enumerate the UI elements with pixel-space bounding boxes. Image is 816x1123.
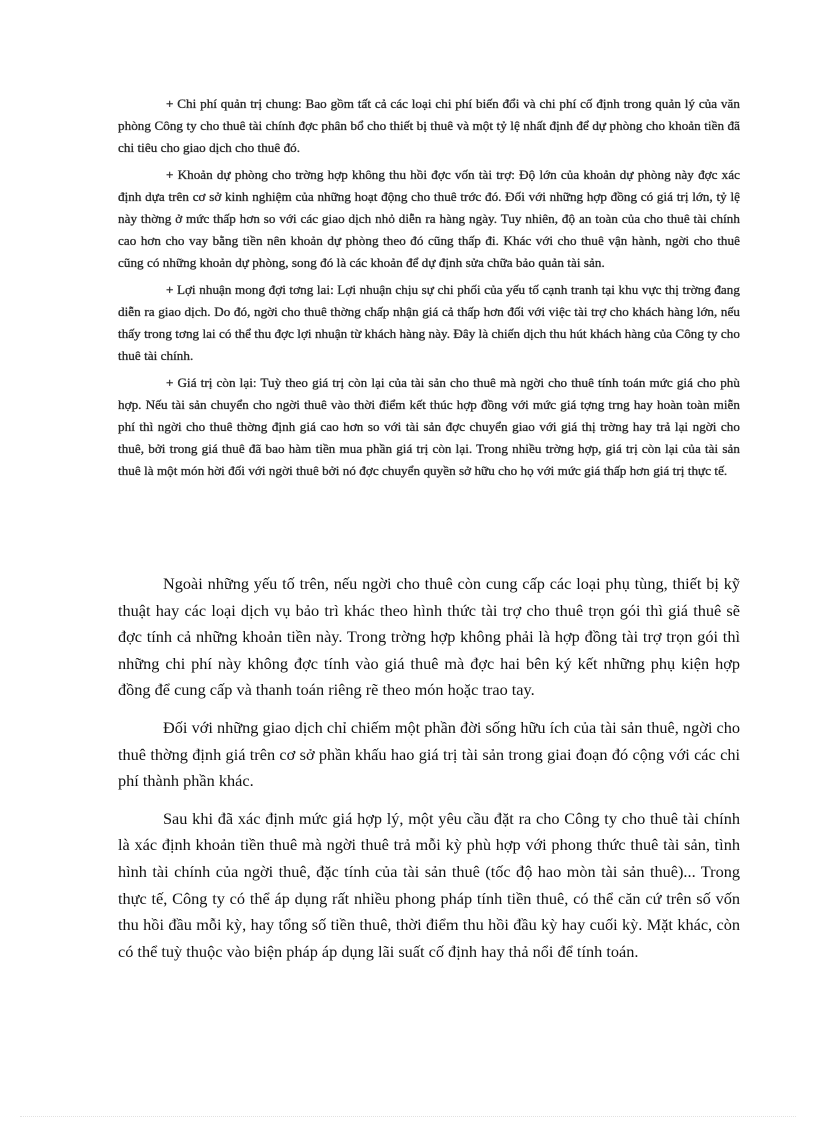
paragraph-bad-debt-provision: + Khoản dự phòng cho trờng hợp không thu hồi đợc vốn tài trợ: Độ lớn của khoản dự phòng này đợc xác định dựa trên cơ sở kinh nghiệm của những hoạt động cho thuê trớc đó. Đối với những hợp đồng có giá trị lớn, tỷ lệ này thờng ở mức thấp hơn so với các giao dịch nhỏ diễn ra hàng ngày. Tuy nhiên, độ an toàn của cho thuê tài chính cao hơn cho vay bằng tiền nên khoản dự phòng theo đó cũng thấp đi. Khác với cho thuê vận hành, ngời cho thuê cũng có những khoản dự phòng, song đó là các khoản để dự định sửa chữa bảo quản tài sản. [118,167,740,270]
page-bottom-divider [20,1116,796,1117]
paragraph-full-service-lease: Ngoài những yếu tố trên, nếu ngời cho thuê còn cung cấp các loại phụ tùng, thiết bị kỹ thuật hay các loại dịch vụ bảo trì khác theo hình thức tài trợ cho thuê trọn gói thì giá thuê sẽ đợc tính cả những khoản tiền này. Trong trờng hợp không phải là hợp đồng tài trợ trọn gói thì những chi phí này không đợc tính vào giá thuê mà đợc hai bên ký kết những phụ kiện hợp đồng để cung cấp và thanh toán riêng rẽ theo món hoặc trao tay. [118,574,740,700]
paragraph-residual-value: + Giá trị còn lại: Tuỳ theo giá trị còn lại của tài sản cho thuê mà ngời cho thuê tính toán mức giá cho phù hợp. Nếu tài sản chuyển cho ngời thuê vào thời điểm kết thúc hợp đồng với mức giá tợng trng hay hoàn toàn miễn phí thì ngời cho thuê thờng định giá cao hơn so với tài sản đợc chuyển giao với giá thị trờng hay trả lại ngời cho thuê, bởi trong giá thuê đã bao hàm tiền mua phần giá trị còn lại. Trong nhiều trờng hợp, giá trị còn lại của tài sản thuê là một món hời đối với ngời thuê bởi nó đợc chuyển quyền sở hữu cho họ với mức giá thấp hơn giá trị thực tế. [118,375,740,478]
cost-components-section [118,93,740,487]
paragraph-partial-life-lease: Đối với những giao dịch chỉ chiếm một phần đời sống hữu ích của tài sản thuê, ngời cho thuê thờng định giá trên cơ sở phần khấu hao giá trị tài sản trong giai đoạn đó cộng với các chi phí thành phần khác. [118,717,740,791]
paragraph-rent-calculation: Sau khi đã xác định mức giá hợp lý, một yêu cầu đặt ra cho Công ty cho thuê tài chính là xác định khoản tiền thuê mà ngời thuê trả mỗi kỳ phù hợp với phong thức thuê tài sản, tình hình tài chính của ngời thuê, đặc tính của tài sản thuê (tốc độ hao mòn tài sản thuê)... Trong thực tế, Công ty có thể áp dụng rất nhiều phong pháp tính tiền thuê, có thể căn cứ trên số vốn thu hồi đầu mỗi kỳ, hay tổng số tiền thuê, thời điểm thu hồi đầu kỳ hay cuối kỳ. Mặt khác, còn có thể tuỳ thuộc vào biện pháp áp dụng lãi suất cố định hay thả nổi để tính toán. [118,808,740,961]
paragraph-administrative-costs: + Chi phí quản trị chung: Bao gồm tất cả các loại chi phí biến đổi và chi phí cố định trong quản lý của văn phòng Công ty cho thuê tài chính đợc phân bổ cho thiết bị thuê và một tỷ lệ nhất định để dự phòng cho khoản tiền đã chi tiêu cho giao dịch cho thuê đó. [118,96,740,155]
body-text-section [118,571,740,976]
paragraph-expected-profit: + Lợi nhuận mong đợi tơng lai: Lợi nhuận chịu sự chi phối của yếu tố cạnh tranh tại khu vực thị trờng đang diễn ra giao dịch. Do đó, ngời cho thuê thờng chấp nhận giá cả thấp hơn đối với việc tài trợ cho khách hàng lớn, nếu thấy trong tơng lai có thể thu đợc lợi nhuận từ khách hàng này. Đây là chiến dịch thu hút khách hàng của Công ty cho thuê tài chính. [118,282,740,363]
